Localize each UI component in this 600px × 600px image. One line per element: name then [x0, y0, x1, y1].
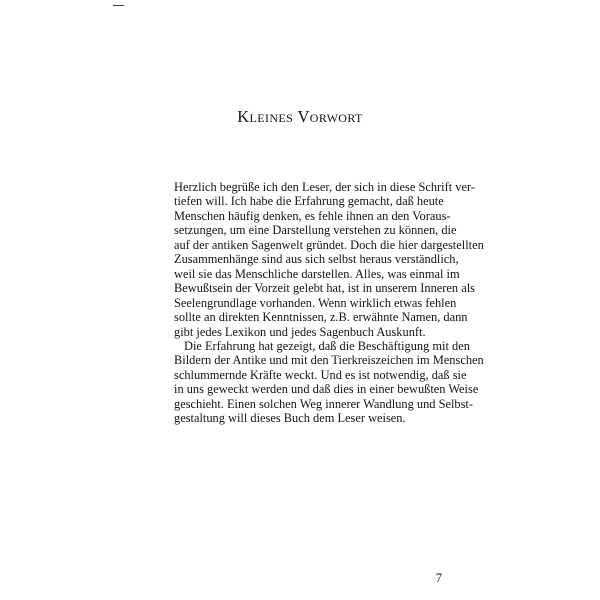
text-line: Zusammenhänge sind aus sich selbst heraus verständlich, — [174, 252, 459, 267]
text-line: Herzlich begrüße ich den Leser, der sich in diese Schrift ver- — [174, 180, 475, 194]
text-line: geschieht. Einen solchen Weg innerer Wandlung und Selbst- — [174, 396, 473, 411]
corner-mark — [113, 5, 124, 6]
page-number: 7 — [435, 571, 442, 585]
text-line: schlummernde Kräfte weckt. Und es ist notwendig, daß sie — [174, 367, 467, 382]
text-line: Seelengrundlage vorhanden. Wenn wirklich etwas fehlen — [174, 295, 457, 310]
text-line: sollte an direkten Kenntnissen, z.B. erwähnte Namen, dann — [174, 310, 468, 325]
text-line: Bewußtsein der Vorzeit gelebt hat, ist in unserem Inneren als — [174, 281, 475, 296]
paragraph-1 — [174, 180, 484, 339]
text-line: setzungen, um eine Darstellung verstehen zu können, die — [174, 223, 457, 238]
text-line: Bildern der Antike und mit den Tierkreiszeichen im Menschen — [174, 353, 484, 368]
text-line: Die Erfahrung hat gezeigt, daß die Beschäftigung mit den — [184, 338, 470, 353]
text-line: gestaltung will dieses Buch dem Leser weisen. — [174, 411, 406, 426]
page-title: Kleines Vorwort — [237, 107, 363, 126]
text-line: gibt jedes Lexikon und jedes Sagenbuch Auskunft. — [174, 324, 426, 339]
text-line: weil sie das Menschliche darstellen. Alles, was einmal im — [174, 266, 460, 281]
paragraph-2 — [174, 338, 484, 426]
body-text — [174, 180, 484, 426]
text-line: tiefen will. Ich habe die Erfahrung gemacht, daß heute — [174, 194, 444, 209]
text-line: Menschen häufig denken, es fehle ihnen an den Voraus- — [174, 208, 451, 223]
text-line: auf der antiken Sagenwelt gründet. Doch die hier dargestellten — [174, 237, 484, 252]
text-line: in uns geweckt werden und daß dies in einer bewußten Weise — [174, 382, 479, 397]
